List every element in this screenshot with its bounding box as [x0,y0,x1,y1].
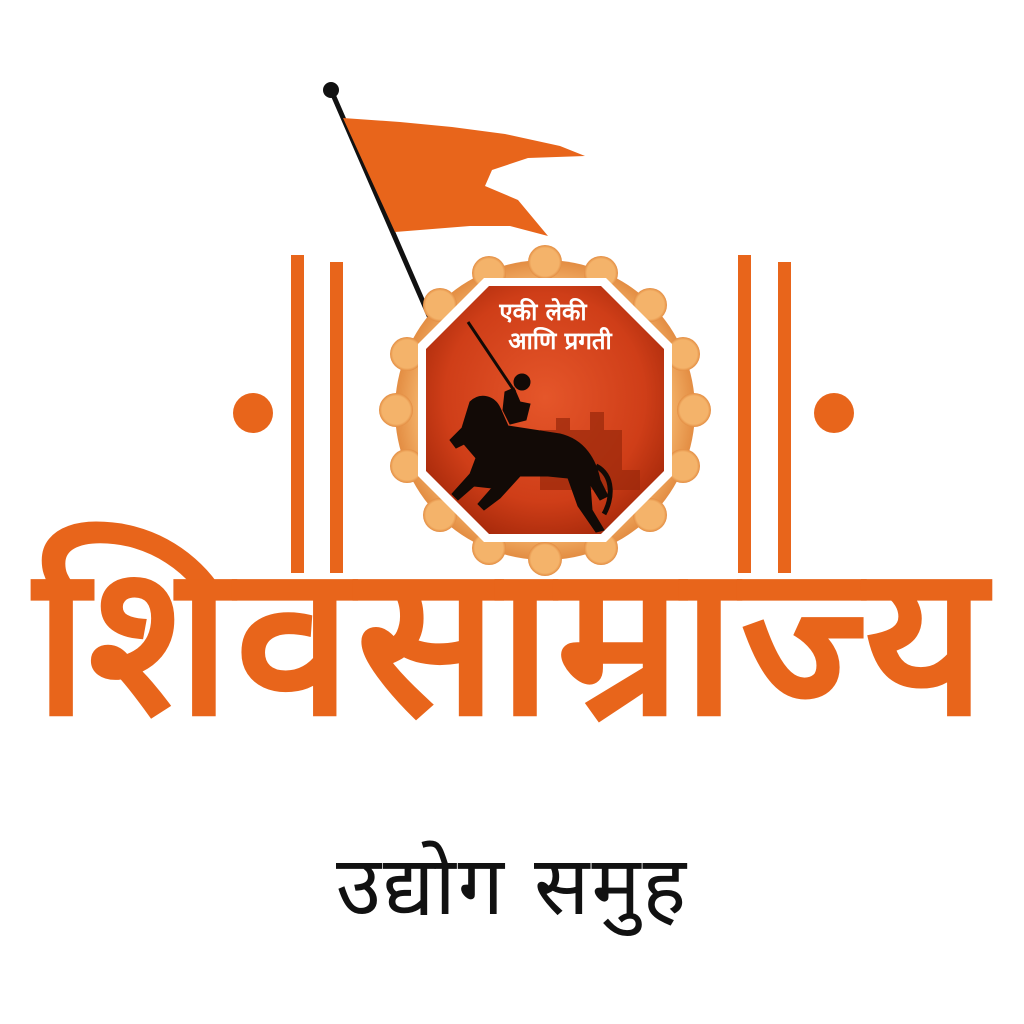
left-dot [233,393,273,433]
right-dot [814,393,854,433]
subtitle: उद्योग समुह [335,839,689,934]
seal-motto-line2: आणि प्रगती [508,327,612,355]
brand-name: शिवसाम्राज्य [33,516,991,763]
seal-motto-line1: एकी लेकी [499,298,587,326]
